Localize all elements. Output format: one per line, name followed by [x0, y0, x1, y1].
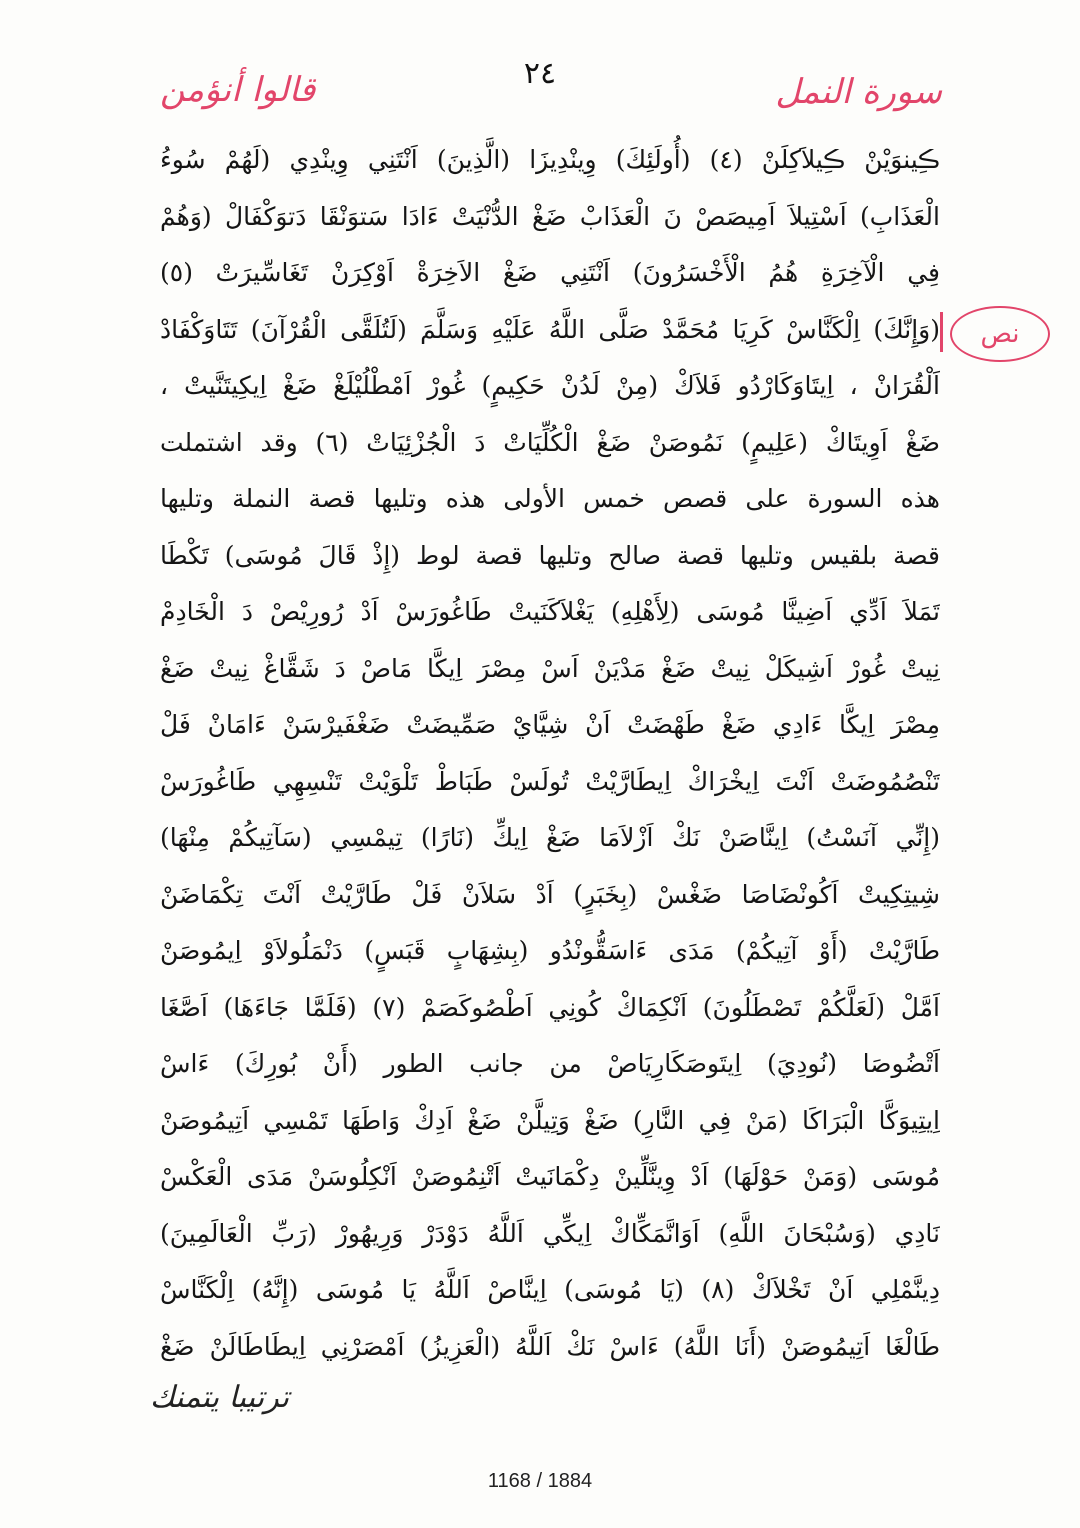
text-line: طَالْغَا اَتِيمُوصَنْ (أَنَا اللَّهُ) ءَاسْ نَكْ اَللَّهُ (الْعَزِيزُ) اَمْصَرْنِي اِيطَاطَالَنْ ضَغْ: [160, 1331, 940, 1361]
surah-title: سورة النمل: [775, 72, 942, 112]
catchword: ترتيبا يتمنك: [150, 1380, 290, 1415]
text-line: هذه السورة على قصص خمس الأولى هذه وتليها قصة النملة وتليها: [160, 484, 940, 513]
text-line: ڪِينوَيْنْ ڪِيلاَكِلَنْ (٤) (أُولَئِكَ) وِينْدِيزَا (الَّذِينَ) اَنْتَنِي وِينْدِي (لَهُمْ سُوءُ: [160, 145, 940, 174]
text-line: (إِنِّي آنَسْتُ) اِينَّاصَنْ نَكْ اَزْلاَمَا ضَغْ اِيكِّ (نَارًا) تِيمْسِي (سَآتِيكُمْ مِنْهَا): [160, 823, 940, 852]
text-line: مُوسَى (وَمَنْ حَوْلَهَا) اَدْ وِينَّلِّينْ دِكْمَانَيتْ اَتْنِمُوصَنْ اَنْكِلُوسَنْ مَدَى الْعَكْسْ: [160, 1162, 940, 1191]
text-line: دِينَّمْلِي اَنْ تَخْلاَكْ (٨) (يَا مُوسَى) اِينَّاصْ اَللَّهُ يَا مُوسَى (إِنَّهُ) اِلْكَنَّاسْ: [160, 1275, 940, 1304]
text-line: نِيتْ غُورْ اَشِيكَلْ نِيتْ ضَغْ مَدْيَنْ اَسْ مِصْرَ اِيكَّا مَاصْ دَ شَقَّاغْ نِيتْ ضَغْ: [160, 653, 940, 683]
text-line: (وَإِنَّكَ) اِلْكَنَّاسْ كَرِيَا مُحَمَّدْ صَلَّى اللَّهُ عَلَيْهِ وَسَلَّمَ (لَتُلَقَّى الْقُرْآنَ) تَتَاوَكْفَادْ: [160, 314, 940, 344]
text-line: تَنْصُمُوضَتْ اَنْتَ اِيخْرَاكْ اِيطَارَّيْتْ تُولَسْ طَبَاطْ تَلْوَيْتْ تَنْسِهِي طَاغُورَسْ: [160, 766, 940, 796]
text-line: الْعَذَابِ) اَسْتِيلاَ اَمِيصَصْ نَ الْعَذَابْ ضَغْ الدُّنْيَتْ ءَادَا سَتوَنْقَا دَتوَكْفَالْ (وَهُمْ: [160, 201, 940, 231]
text-line: نَادِي (وَسُبْحَانَ اللَّهِ) اَوَانَّمَكِّاكْ اِيكِّي اَللَّهُ دَوْدَرْ وَرِيهُورْ (رَبِّ الْعَالَمِينَ): [160, 1218, 940, 1248]
page-index: 1168 / 1884: [487, 1470, 593, 1492]
text-line: اَتْضُوصَا (نُودِيَ) اِيتَوصَكَارِيَاصْ من جانب الطور (أَنْ بُورِكَ) ءَاسْ: [160, 1049, 940, 1078]
page-number: ٢٤: [523, 56, 557, 91]
manuscript-body: [160, 132, 940, 1375]
text-line: اَلْقُرَانْ ، اِيتَاوَكَارْدُو فَلاَكْ (مِنْ لَدُنْ حَكِيمٍ) غُورْ اَمْطْلُيْلَغْ ضَغْ اِيكِيتَنَّيتْ ،: [160, 371, 940, 400]
text-line: قصة بلقيس وتليها قصة صالح وتليها قصة لوط (إِذْ قَالَ مُوسَى) تَكْطَا: [160, 540, 940, 570]
text-line: شِيتِكِيتْ اَكُونْضَاصَا ضَغْسْ (بِخَبَرٍ) اَدْ سَلاَنْ فَلْ طَارَّيْتْ اَنْتَ تِكْمَاضَنْ: [160, 879, 940, 909]
section-title: قالوا أنؤمن: [160, 70, 316, 110]
text-line: مِصْرَ اِيكَّا ءَادِي ضَغْ طَهْضَتْ اَنْ شِيَّايْ صَمِّيضَتْ ضَغْفَيرْسَنْ ءَامَانْ فَلْ: [160, 710, 940, 739]
text-line: طَارَّيْتْ (أَوْ آتِيكُمْ) مَدَى ءَاسَقُّونْدُو (بِشِهَابٍ قَبَسٍ) دَنْمَلُولاَوْ اِيمُوصَنْ: [160, 936, 940, 965]
text-line: ضَغْ اَوِيتَاكْ (عَلِيمٍ) نَمُوصَنْ ضَغْ الْكُلِّيَاتْ دَ الْجُزْئِيَاتْ (٦) وقد اشتملت: [160, 427, 940, 457]
text-line: تَمَلاَ اَدِّي اَضِينَّا مُوسَى (لِأَهْلِهِ) يَغْلاَكَنَيتْ طَاغُورَسْ اَدْ رُورِيْصْ دَ الْخَادِمْ: [160, 597, 940, 626]
margin-note: [950, 306, 1050, 362]
margin-mark: [940, 312, 943, 352]
text-line: اِيتِيوَكَّا الْبَرَاكَا (مَنْ فِي النَّارِ) ضَغْ وَتِيلَّنْ ضَغْ اَدِكْ وَاطَهَا تَمْسِي اَتِيمُوصَنْ: [160, 1105, 940, 1135]
text-line: فِي الْآخِرَةِ هُمُ الْأَخْسَرُونَ) اَنْتَنِي ضَغْ الاَخِرَةْ اَوْكِرَنْ تَغَاسِّيرَتْ (٥): [160, 258, 940, 287]
text-line: اَمَّلْ (لَعَلَّكُمْ تَصْطَلُونَ) اَنْكِمَاكْ كُونِي اَطْصُوكَصَمْ (٧) (فَلَمَّا جَاءَهَا) اَصَّغَا: [160, 992, 940, 1022]
margin-note-label: نص: [980, 319, 1020, 349]
